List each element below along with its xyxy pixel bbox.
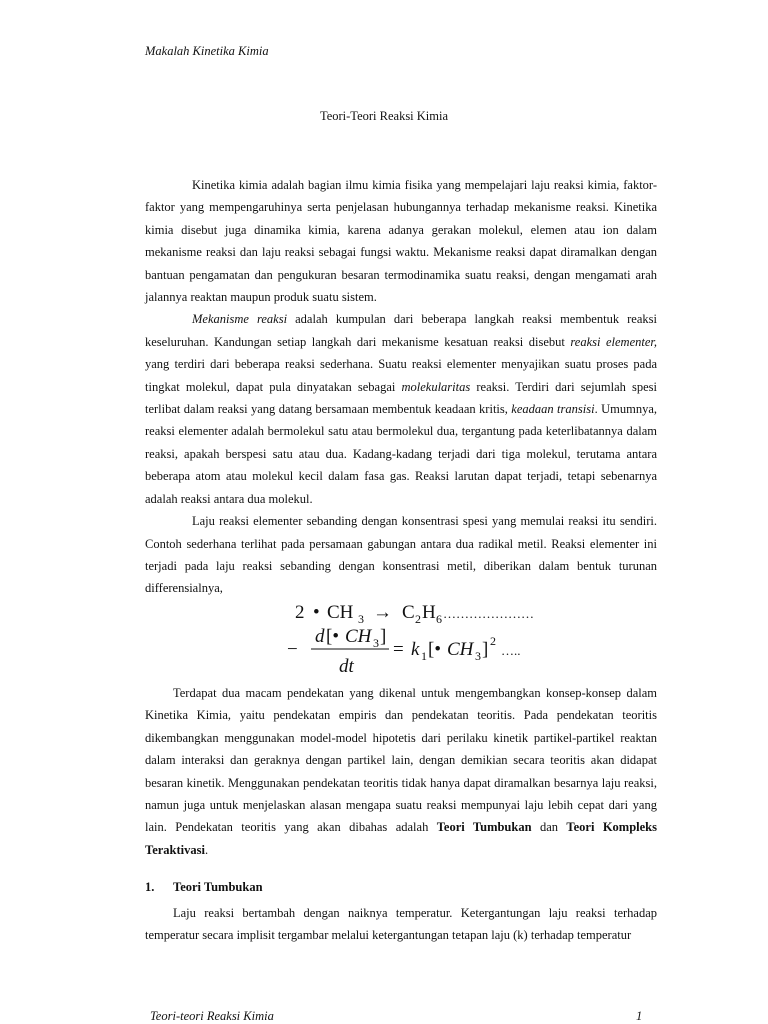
eq-rhs-ch: CH [447, 639, 474, 660]
eq-product-h-sub: 6 [436, 612, 442, 626]
paragraph-4 [145, 682, 657, 861]
paragraph-5: Laju reaksi bertambah dengan naiknya temperatur. Ketergantungan laju reaksi terhadap temperatur secara implisit tergambar melalui ketergantungan tetapan laju (k) terhadap temperatur [145, 906, 657, 943]
eq-k-sub: 1 [421, 649, 427, 663]
body-text-3 [145, 902, 657, 947]
p2-text-4: . Umumnya, reaksi elementer adalah bermolekul satu atau bermolekul dua, tergantung pada keterlibatannya dalam reaksi, apakah berspesi satu atau dua. Kadang-kadang terjadi dari tiga molekul, terutama antara beberapa atom atau molekul kecil dalam fasa gas. Reaksi larutan dapat terjadi, tetapi sebenarnya adalah reaksi antara dua molekul. [145, 402, 657, 506]
eq-k: k [411, 639, 420, 660]
term-teori-kompleks: Teori Kompleks Teraktivasi [145, 820, 657, 857]
term-keadaan-transisi: keadaan transisi [511, 402, 595, 417]
eq-dots-2: ….. [501, 643, 521, 658]
section-number: 1. [145, 880, 155, 894]
term-reaksi-elementer: reaksi elementer, [570, 334, 657, 349]
body-text [145, 174, 657, 600]
eq-rhs-sub: 3 [475, 649, 481, 663]
eq-coefficient: 2 [295, 602, 305, 623]
eq-num-open: [• [326, 626, 339, 647]
eq-num-ch: CH [345, 626, 372, 647]
eq-reactant-sub: 3 [358, 612, 364, 626]
term-teori-tumbukan: Teori Tumbukan [436, 820, 532, 835]
eq-reactant: CH [327, 602, 354, 623]
paragraph-2 [145, 308, 657, 510]
paragraph-3: Laju reaksi elementer sebanding dengan konsentrasi spesi yang memulai reaksi itu sendiri. Contoh sederhana terlihat pada persamaan gabungan antara dua radikal metil. Reaksi elementer ini terjadi pada laju reaksi sebanding dengan konsentrasi metil, diberikan dalam bentuk turunan differensialnya, [145, 514, 657, 596]
section-title: Teori Tumbukan [173, 880, 263, 894]
eq-equals: = [393, 639, 404, 660]
p4-text-1: Terdapat dua macam pendekatan yang dikenal untuk mengembangkan konsep-konsep dalam Kinetika Kimia, yaitu pendekatan empiris dan pendekatan teoritis. Pada pendekatan teoritis dikembangkan menggunakan model-model hipotetis dari perilaku kinetik partikel-partikel reaktan dalam interaksi dan geraknya dengan partikel lain, dengan demikian secara teoritis akan didapat besaran kinetik. Menggunakan pendekatan teoritis tidak hanya dapat diramalkan besarnya laju reaksi, namun juga untuk menjelaskan alasan mengapa suatu reaksi mempunyai laju lebih cepat dari yang lain. Pendekatan teoritis yang akan dibahas adalah [145, 686, 657, 835]
p4-text-2: dan [531, 820, 567, 835]
eq-num-d: d [315, 626, 325, 647]
p2-text-2: yang terdiri dari beberapa reaksi sederhana. Suatu reaksi elementer menyajikan suatu proses pada tingkat molekul, dapat pula dinyatakan sebagai [145, 357, 657, 394]
running-header: Makalah Kinetika Kimia [145, 44, 269, 58]
eq-product-h: H [422, 602, 436, 623]
eq-denominator: dt [339, 656, 354, 677]
page-number: 1 [636, 1009, 643, 1023]
rate-equation [285, 598, 585, 680]
body-text-2 [145, 682, 657, 861]
eq-minus: − [287, 639, 298, 660]
eq-power: 2 [490, 634, 496, 648]
eq-product-c-sub: 2 [415, 612, 421, 626]
term-mekanisme-reaksi: Mekanisme reaksi [192, 312, 288, 327]
eq-num-close: ] [380, 626, 387, 647]
p2-text-1: adalah kumpulan dari beberapa langkah reaksi membentuk reaksi keseluruhan. Kandungan setiap langkah dari mekanisme kesatuan reaksi disebut [145, 312, 657, 349]
eq-product-c: C [402, 602, 415, 623]
page-title: Teori-Teori Reaksi Kimia [319, 109, 449, 123]
term-molekularitas: molekularitas [401, 379, 471, 394]
running-footer: Teori-teori Reaksi Kimia [150, 1009, 274, 1023]
p4-text-3: . [204, 842, 209, 857]
eq-rhs-close: ] [482, 639, 489, 660]
eq-arrow: → [373, 602, 392, 623]
eq-dots-1: ………………… [443, 606, 534, 621]
p2-text-3: reaksi. Terdiri dari sejumlah spesi terlibat dalam reaksi yang datang bersamaan membentuk keadaan kritis, [145, 379, 657, 417]
section-heading [145, 880, 263, 895]
eq-num-sub: 3 [373, 636, 379, 650]
eq-rhs-open: [• [428, 639, 441, 660]
paragraph-1: Kinetika kimia adalah bagian ilmu kimia fisika yang mempelajari laju reaksi kimia, faktor-faktor yang mempengaruhinya serta penjelasan hubungannya terhadap mekanisme reaksi. Kinetika kimia disebut juga dinamika kimia, karena adanya gerakan molekul, elemen atau ion dalam mekanisme reaksi dan laju reaksi sebagai fungsi waktu. Mekanisme reaksi dapat diramalkan dengan bantuan pengamatan dan pengukuran besaran termodinamika suatu reaksi, dengan mengamati arah jalannya reaktan maupun produk suatu sistem. [145, 178, 657, 305]
eq-radical-dot: • [313, 602, 320, 623]
